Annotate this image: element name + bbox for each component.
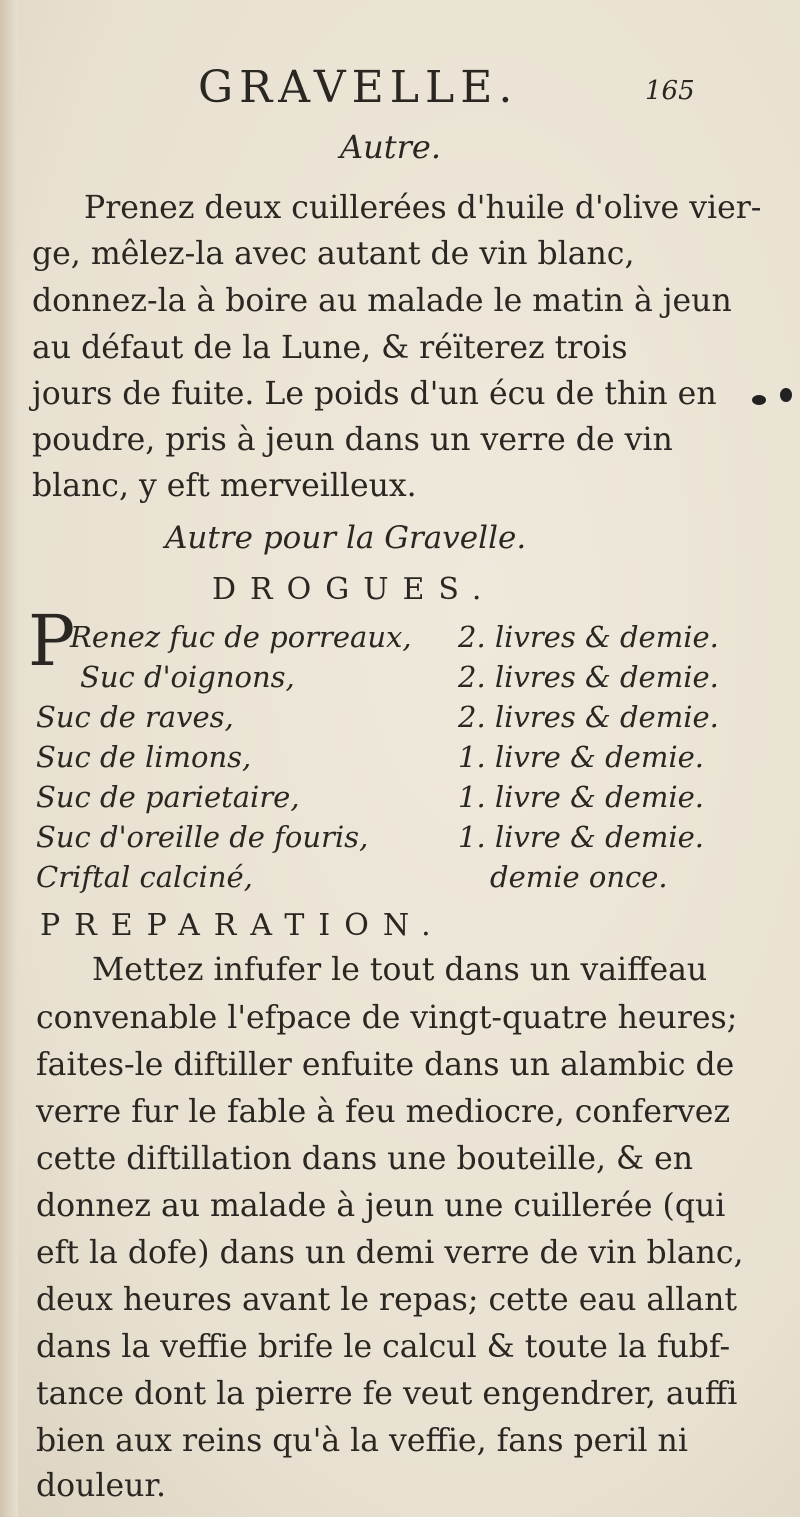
drop-cap: P	[28, 600, 76, 682]
page-number: 165	[645, 76, 695, 106]
text-line: Mettez infufer le tout dans un vaiffeau	[92, 952, 708, 988]
recipe-quantity: 1. livre & demie.	[458, 740, 704, 774]
text-line: jours de fuite. Le poids d'un écu de thin en	[32, 376, 717, 412]
text-line: blanc, y eft merveilleux.	[32, 468, 417, 504]
recipe-item: Suc d'oreille de fouris,	[36, 820, 369, 854]
text-line: donnez au malade à jeun une cuillerée (qui	[36, 1188, 726, 1224]
recipe-quantity: 2. livres & demie.	[458, 660, 719, 694]
text-line: au défaut de la Lune, & réïterez trois	[32, 330, 628, 366]
text-line: cette diftillation dans une bouteille, & en	[36, 1141, 694, 1177]
recipe-item: Renez fuc de porreaux,	[70, 620, 412, 654]
text-line: douleur.	[36, 1468, 167, 1504]
text-line: faites-le diftiller enfuite dans un alambic de	[36, 1047, 735, 1083]
text-line: eft la dofe) dans un demi verre de vin blanc,	[36, 1235, 744, 1271]
recipe-item: Suc de parietaire,	[36, 780, 300, 814]
recipe-item: Suc de limons,	[36, 740, 252, 774]
page-gutter-shadow	[0, 0, 18, 1517]
recipe-quantity: demie once.	[490, 860, 668, 894]
text-line: donnez-la à boire au malade le matin à jeun	[32, 283, 732, 319]
recipe-item: Criftal calciné,	[36, 860, 253, 894]
text-line: deux heures avant le repas; cette eau allant	[36, 1282, 738, 1318]
text-line: dans la veffie brife le calcul & toute la fubf-	[36, 1329, 731, 1365]
recipe-item: Suc d'oignons,	[80, 660, 295, 694]
text-line: tance dont la pierre fe veut engendrer, auffi	[36, 1376, 738, 1412]
recipe-quantity: 1. livre & demie.	[458, 780, 704, 814]
text-line: ge, mêlez-la avec autant de vin blanc,	[32, 236, 635, 272]
text-line: convenable l'efpace de vingt-quatre heures;	[36, 1000, 738, 1036]
text-line: Prenez deux cuillerées d'huile d'olive vier-	[84, 190, 762, 226]
section-heading-autre: Autre.	[340, 128, 441, 166]
text-line: bien aux reins qu'à la veffie, fans peril ni	[36, 1423, 688, 1459]
text-line: poudre, pris à jeun dans un verre de vin	[32, 422, 673, 458]
recipe-quantity: 2. livres & demie.	[458, 620, 719, 654]
preparation-heading: PREPARATION.	[40, 908, 445, 943]
text-line: verre fur le fable à feu mediocre, confervez	[36, 1094, 731, 1130]
section-heading-gravelle: Autre pour la Gravelle.	[165, 520, 527, 556]
recipe-item: Suc de raves,	[36, 700, 234, 734]
drogues-heading: DROGUES.	[212, 572, 496, 607]
running-header: GRAVELLE.	[198, 62, 519, 113]
recipe-quantity: 2. livres & demie.	[458, 700, 719, 734]
recipe-quantity: 1. livre & demie.	[458, 820, 704, 854]
